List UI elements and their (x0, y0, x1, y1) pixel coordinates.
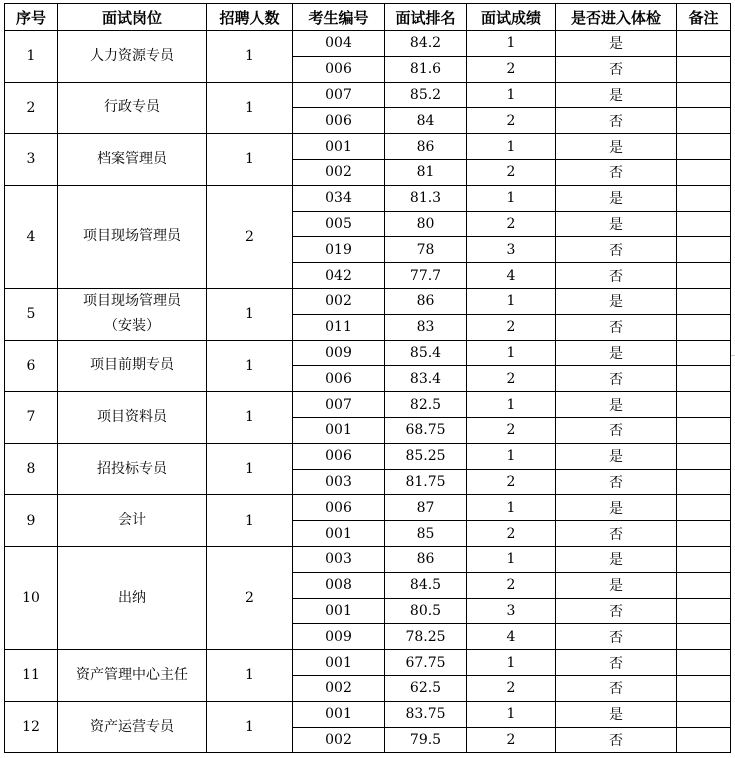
interview-rank: 1 (467, 82, 556, 108)
note-cell (677, 624, 731, 650)
edge-mark (731, 355, 735, 356)
recruit-count: 1 (207, 288, 293, 340)
interview-score: 82.5 (385, 392, 467, 418)
note-cell (677, 443, 731, 469)
results-table (4, 3, 731, 753)
physical-exam: 是 (556, 340, 677, 366)
physical-exam: 否 (556, 624, 677, 650)
candidate-id: 002 (293, 675, 385, 701)
candidate-id: 008 (293, 572, 385, 598)
interview-score: 67.75 (385, 650, 467, 676)
recruit-count: 2 (207, 185, 293, 288)
candidate-id: 004 (293, 31, 385, 57)
note-cell (677, 237, 731, 263)
position-cell (58, 701, 207, 753)
candidate-id: 011 (293, 314, 385, 340)
physical-exam: 是 (556, 443, 677, 469)
candidate-id: 009 (293, 340, 385, 366)
interview-rank: 2 (467, 521, 556, 547)
note-cell (677, 366, 731, 392)
note-cell (677, 572, 731, 598)
position-name: 档案管理员 (97, 150, 167, 167)
candidate-id: 005 (293, 211, 385, 237)
position-name: 招投标专员 (97, 460, 167, 477)
note-cell (677, 417, 731, 443)
physical-exam: 否 (556, 366, 677, 392)
interview-score: 79.5 (385, 727, 467, 753)
physical-exam: 否 (556, 598, 677, 624)
note-cell (677, 521, 731, 547)
physical-exam: 否 (556, 469, 677, 495)
table-row (5, 134, 731, 160)
note-cell (677, 56, 731, 82)
row-index: 3 (5, 134, 58, 186)
physical-exam: 否 (556, 675, 677, 701)
interview-rank: 2 (467, 159, 556, 185)
interview-rank: 3 (467, 598, 556, 624)
physical-exam: 否 (556, 521, 677, 547)
row-index: 6 (5, 340, 58, 392)
candidate-id: 001 (293, 521, 385, 547)
note-cell (677, 469, 731, 495)
candidate-id: 001 (293, 417, 385, 443)
note-cell (677, 134, 731, 160)
position-name: 会计 (118, 512, 146, 529)
candidate-id: 001 (293, 650, 385, 676)
candidate-id: 007 (293, 392, 385, 418)
row-index: 8 (5, 443, 58, 495)
row-index: 7 (5, 392, 58, 444)
note-cell (677, 546, 731, 572)
position-cell (58, 495, 207, 547)
recruit-count: 1 (207, 392, 293, 444)
interview-rank: 2 (467, 366, 556, 392)
position-cell (58, 134, 207, 186)
interview-score: 81.3 (385, 185, 467, 211)
interview-rank: 2 (467, 572, 556, 598)
physical-exam: 否 (556, 56, 677, 82)
recruit-count: 2 (207, 546, 293, 649)
header-index: 序号 (5, 4, 58, 31)
position-cell (58, 185, 207, 288)
interview-score: 81 (385, 159, 467, 185)
row-index: 12 (5, 701, 58, 753)
physical-exam: 是 (556, 31, 677, 57)
interview-score: 87 (385, 495, 467, 521)
row-index: 10 (5, 546, 58, 649)
interview-score: 78 (385, 237, 467, 263)
header-recruit-count: 招聘人数 (207, 4, 293, 31)
interview-score: 83 (385, 314, 467, 340)
interview-rank: 1 (467, 31, 556, 57)
physical-exam: 否 (556, 727, 677, 753)
interview-rank: 4 (467, 624, 556, 650)
recruit-count: 1 (207, 31, 293, 83)
interview-rank: 2 (467, 211, 556, 237)
interview-rank: 2 (467, 417, 556, 443)
table-row (5, 392, 731, 418)
position-cell (58, 31, 207, 83)
physical-exam: 否 (556, 263, 677, 289)
candidate-id: 034 (293, 185, 385, 211)
interview-score: 84.5 (385, 572, 467, 598)
note-cell (677, 263, 731, 289)
interview-score: 80.5 (385, 598, 467, 624)
table-row (5, 288, 731, 314)
table-row (5, 701, 731, 727)
physical-exam: 否 (556, 314, 677, 340)
interview-score: 86 (385, 288, 467, 314)
interview-rank: 2 (467, 727, 556, 753)
candidate-id: 002 (293, 159, 385, 185)
recruit-count: 1 (207, 443, 293, 495)
note-cell (677, 82, 731, 108)
physical-exam: 否 (556, 159, 677, 185)
note-cell (677, 159, 731, 185)
row-index: 5 (5, 288, 58, 340)
position-name: 项目资料员 (97, 408, 167, 425)
physical-exam: 否 (556, 108, 677, 134)
recruit-count: 1 (207, 495, 293, 547)
row-index: 4 (5, 185, 58, 288)
note-cell (677, 340, 731, 366)
row-index: 1 (5, 31, 58, 83)
interview-score: 85 (385, 521, 467, 547)
interview-score: 77.7 (385, 263, 467, 289)
candidate-id: 001 (293, 701, 385, 727)
interview-score: 80 (385, 211, 467, 237)
physical-exam: 是 (556, 392, 677, 418)
position-cell (58, 288, 207, 340)
note-cell (677, 675, 731, 701)
note-cell (677, 727, 731, 753)
candidate-id: 006 (293, 443, 385, 469)
physical-exam: 是 (556, 185, 677, 211)
recruit-count: 1 (207, 650, 293, 702)
interview-score: 86 (385, 134, 467, 160)
row-index: 2 (5, 82, 58, 134)
physical-exam: 是 (556, 134, 677, 160)
position-cell (58, 392, 207, 444)
note-cell (677, 598, 731, 624)
candidate-id: 002 (293, 288, 385, 314)
physical-exam: 否 (556, 237, 677, 263)
table-row (5, 31, 731, 57)
physical-exam: 是 (556, 572, 677, 598)
candidate-id: 042 (293, 263, 385, 289)
table-body (5, 31, 731, 753)
candidate-id: 006 (293, 366, 385, 392)
candidate-id: 003 (293, 546, 385, 572)
interview-rank: 2 (467, 675, 556, 701)
table-row (5, 650, 731, 676)
candidate-id: 003 (293, 469, 385, 495)
interview-rank: 3 (467, 237, 556, 263)
position-name: 行政专员 (104, 99, 160, 116)
candidate-id: 006 (293, 495, 385, 521)
interview-score: 81.75 (385, 469, 467, 495)
note-cell (677, 392, 731, 418)
table-row (5, 82, 731, 108)
position-name: 项目现场管理员 (83, 293, 181, 310)
position-cell (58, 340, 207, 392)
note-cell (677, 650, 731, 676)
note-cell (677, 211, 731, 237)
physical-exam: 是 (556, 495, 677, 521)
interview-score: 81.6 (385, 56, 467, 82)
physical-exam: 是 (556, 701, 677, 727)
interview-score: 86 (385, 546, 467, 572)
candidate-id: 006 (293, 56, 385, 82)
interview-rank: 1 (467, 185, 556, 211)
recruit-count: 1 (207, 82, 293, 134)
candidate-id: 009 (293, 624, 385, 650)
position-cell (58, 650, 207, 702)
position-name: （安装） (104, 318, 160, 335)
candidate-id: 001 (293, 598, 385, 624)
interview-rank: 1 (467, 443, 556, 469)
header-physical-exam: 是否进入体检 (556, 4, 677, 31)
table-row (5, 495, 731, 521)
interview-score: 85.2 (385, 82, 467, 108)
interview-rank: 1 (467, 701, 556, 727)
candidate-id: 001 (293, 134, 385, 160)
header-row (5, 4, 731, 31)
interview-rank: 2 (467, 314, 556, 340)
candidate-id: 002 (293, 727, 385, 753)
interview-rank: 1 (467, 340, 556, 366)
interview-score: 68.75 (385, 417, 467, 443)
interview-score: 84 (385, 108, 467, 134)
position-name: 项目现场管理员 (83, 228, 181, 245)
physical-exam: 是 (556, 82, 677, 108)
table-row (5, 185, 731, 211)
position-name: 项目前期专员 (90, 357, 174, 374)
note-cell (677, 31, 731, 57)
interview-rank: 4 (467, 263, 556, 289)
interview-rank: 2 (467, 469, 556, 495)
note-cell (677, 108, 731, 134)
interview-rank: 1 (467, 288, 556, 314)
table-row (5, 546, 731, 572)
interview-score: 78.25 (385, 624, 467, 650)
interview-rank: 1 (467, 495, 556, 521)
interview-rank: 1 (467, 392, 556, 418)
header-interview-score: 面试排名 (385, 4, 467, 31)
position-cell (58, 82, 207, 134)
header-position: 面试岗位 (58, 4, 207, 31)
note-cell (677, 314, 731, 340)
interview-score: 83.4 (385, 366, 467, 392)
interview-score: 84.2 (385, 31, 467, 57)
physical-exam: 否 (556, 417, 677, 443)
position-name: 人力资源专员 (90, 47, 174, 64)
interview-score: 62.5 (385, 675, 467, 701)
note-cell (677, 701, 731, 727)
header-candidate-id: 考生编号 (293, 4, 385, 31)
table-row (5, 443, 731, 469)
position-name: 资产运营专员 (90, 718, 174, 735)
interview-score: 85.25 (385, 443, 467, 469)
position-cell (58, 546, 207, 649)
physical-exam: 是 (556, 288, 677, 314)
note-cell (677, 185, 731, 211)
row-index: 9 (5, 495, 58, 547)
interview-score: 85.4 (385, 340, 467, 366)
physical-exam: 是 (556, 546, 677, 572)
candidate-id: 006 (293, 108, 385, 134)
candidate-id: 019 (293, 237, 385, 263)
candidate-id: 007 (293, 82, 385, 108)
physical-exam: 是 (556, 211, 677, 237)
note-cell (677, 495, 731, 521)
note-cell (677, 288, 731, 314)
recruit-count: 1 (207, 340, 293, 392)
header-note: 备注 (677, 4, 731, 31)
position-name: 资产管理中心主任 (76, 666, 188, 683)
interview-rank: 1 (467, 546, 556, 572)
row-index: 11 (5, 650, 58, 702)
interview-rank: 2 (467, 56, 556, 82)
recruit-count: 1 (207, 134, 293, 186)
interview-rank: 1 (467, 650, 556, 676)
interview-rank: 2 (467, 108, 556, 134)
interview-score: 83.75 (385, 701, 467, 727)
physical-exam: 否 (556, 650, 677, 676)
recruit-count: 1 (207, 701, 293, 753)
position-name: 出纳 (118, 589, 146, 606)
position-cell (58, 443, 207, 495)
table-row (5, 340, 731, 366)
interview-rank: 1 (467, 134, 556, 160)
header-interview-rank: 面试成绩 (467, 4, 556, 31)
